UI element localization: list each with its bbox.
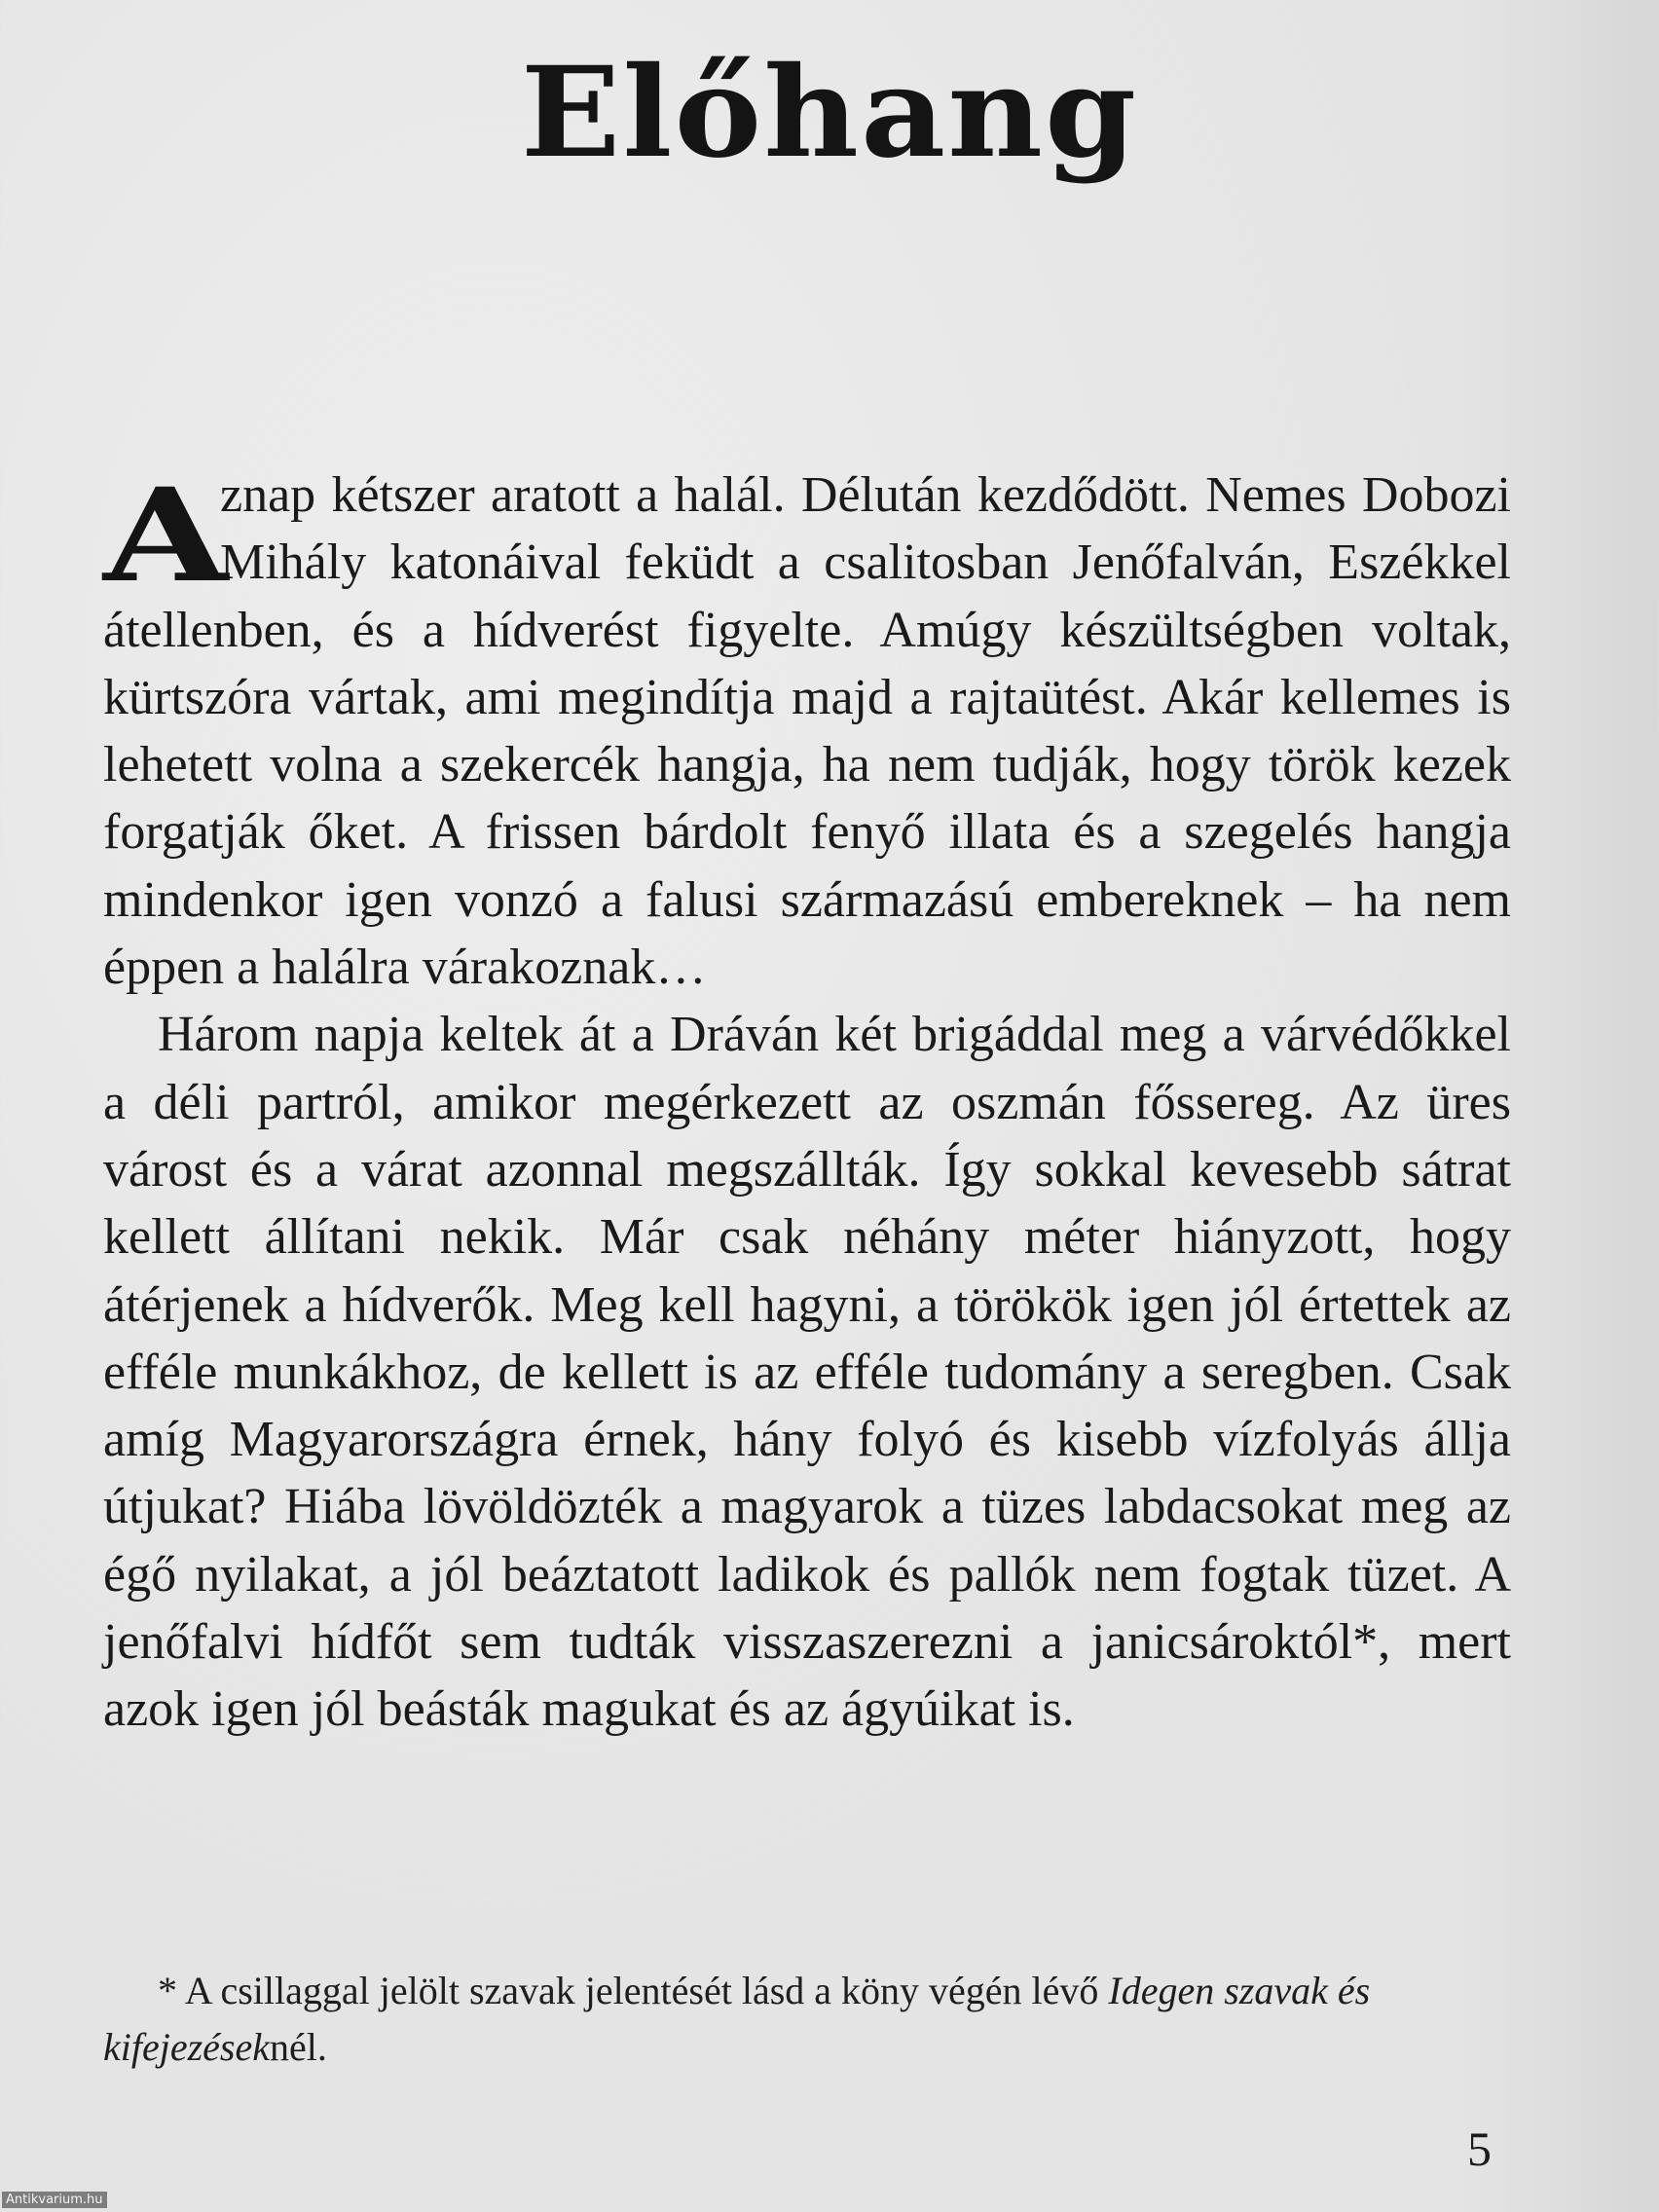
paragraph-1: [103, 461, 1511, 1001]
watermark: Antikvarium.hu: [2, 2192, 107, 2208]
footnote-prefix: * A csillaggal jelölt szavak jelentését lásd a köny végén lévő: [158, 1969, 1109, 2012]
page-number: 5: [1467, 2121, 1492, 2176]
footnote: [103, 1963, 1505, 2076]
chapter-title: Előhang: [520, 40, 1139, 186]
footnote-italic-term: Idegen szavak és kifejezések: [103, 1969, 1371, 2069]
paragraph-2: Három napja keltek át a Dráván két brigáddal meg a várvédőkkel a déli partról, amikor megérkezett az oszmán főssereg. Az üres várost és a várat azonnal megszállták. Így sokkal kevesebb sátrat kellett állítani nekik. Már csak néhány méter hiányzott, hogy átérjenek a hídverők. Meg kell hagyni, a törökök igen jól értettek az efféle munkákhoz, de kellett is az efféle tudomány a seregben. Csak amíg Magyarországra érnek, hány folyó és kisebb vízfolyás állja útjukat? Hiába lövöldözték a magyarok a tüzes labdacsokat meg az égő nyilakat, a jól beáztatott ladikok és pallók nem fogtak tüzet. A jenőfalvi hídfőt sem tudták visszaszerezni a janicsároktól*, mert azok igen jól beásták magukat és az ágyúikat is.: [103, 1007, 1511, 1738]
footnote-suffix: nél.: [270, 2025, 327, 2069]
paragraph-1-text: znap kétszer aratott a halál. Délután kezdődött. Nemes Dobozi Mihály katonáival feküdt a csalitosban Jenőfalván, Eszékkel átellenben, és a hídverést figyelte. Amúgy készültségben voltak, kürtszóra vártak, ami megindítja majd a rajtaütést. Akár kellemes is lehetett volna a szekercék hangja, ha nem tudják, hogy török kezek forgatják őket. A frissen bárdolt fenyő illata és a szegelés hangja mindenkor igen vonzó a falusi származású embereknek – ha nem éppen a halálra várakoznak…: [103, 467, 1511, 996]
drop-cap: A: [103, 461, 229, 611]
body-text: [103, 461, 1511, 1744]
